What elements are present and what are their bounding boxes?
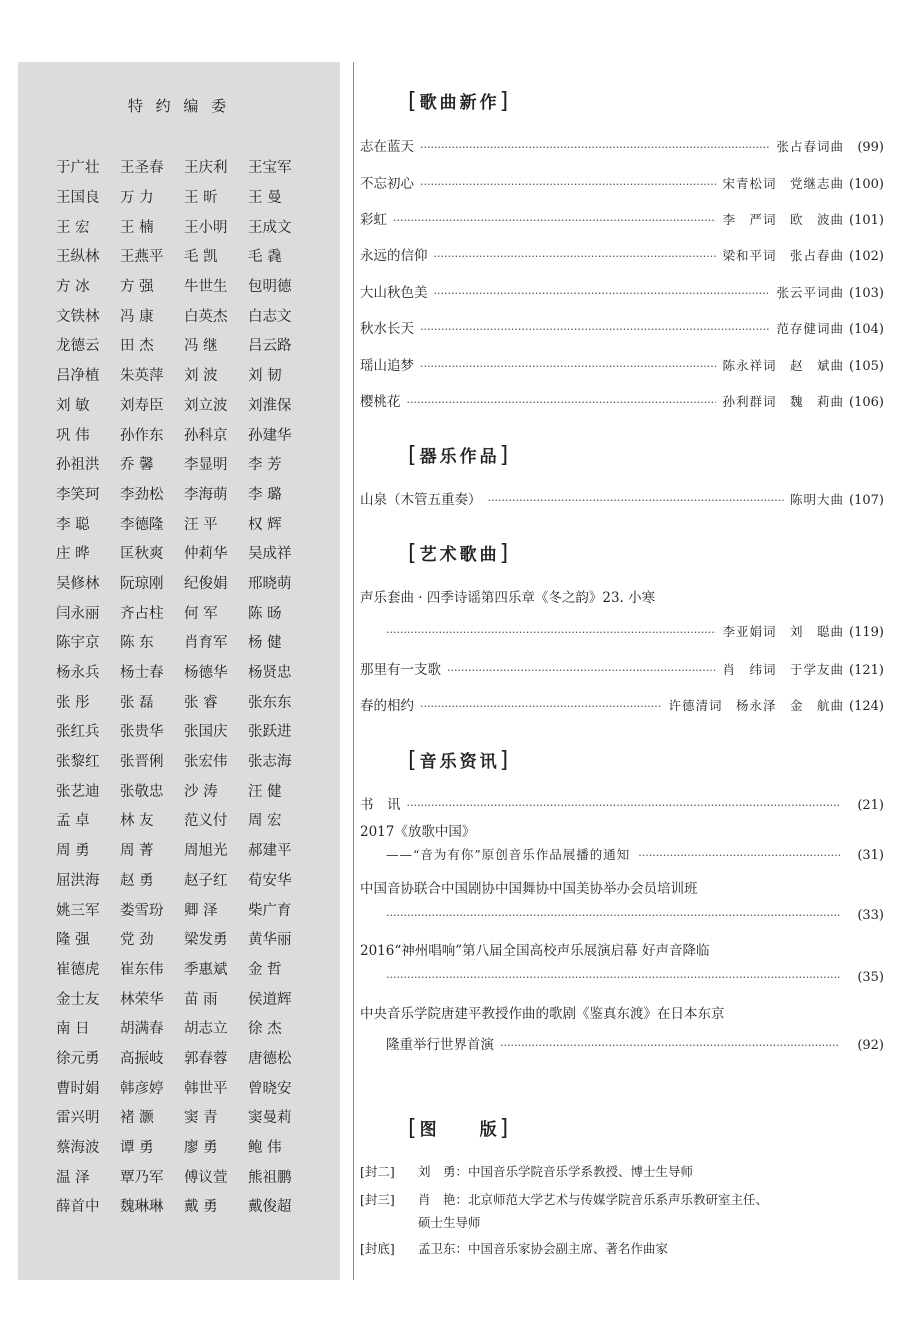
member-name: 孙科京: [184, 427, 228, 444]
member-list: [56, 152, 316, 1221]
member-row: [56, 775, 316, 805]
member-row: [56, 1191, 316, 1221]
member-name: 张国庆: [184, 724, 228, 741]
toc-entry-title[interactable]: 声乐套曲 · 四季诗谣第四乐章《冬之韵》23. 小寒: [360, 590, 656, 606]
member-name: 何 军: [184, 605, 218, 622]
member-name: 陈宇京: [56, 635, 100, 652]
member-name: 李笑珂: [56, 486, 100, 503]
member-name: 巩 伟: [56, 427, 90, 444]
member-name: 吕云路: [248, 338, 292, 355]
column-divider: [353, 62, 354, 1280]
member-name: 侯道辉: [248, 991, 292, 1008]
member-name: 蔡海波: [56, 1140, 100, 1157]
member-name: 李 聪: [56, 516, 90, 533]
member-name: 刘 敏: [56, 397, 90, 414]
member-row: [56, 419, 316, 449]
member-name: 汪 健: [248, 783, 282, 800]
member-row: [56, 449, 316, 479]
member-name: 王 昕: [184, 190, 218, 207]
member-name: 温 泽: [56, 1169, 90, 1186]
member-name: 白志文: [248, 308, 292, 325]
member-name: 赵 勇: [120, 872, 154, 889]
toc-entry-title[interactable]: 2017《放歌中国》: [360, 824, 476, 840]
member-name: 高振岐: [120, 1050, 164, 1067]
member-name: 金 哲: [248, 961, 282, 978]
member-name: 王小明: [184, 219, 228, 236]
member-row: [56, 538, 316, 568]
member-name: 窦 青: [184, 1110, 218, 1127]
member-name: 杨 健: [248, 635, 282, 652]
member-name: 李海萌: [184, 486, 228, 503]
member-name: 杨永兵: [56, 665, 100, 682]
member-name: 王 曼: [248, 190, 282, 207]
member-name: 王 楠: [120, 219, 154, 236]
toc-entry[interactable]: 樱桃花 ····· 孙利群词 魏 莉曲 (106): [360, 390, 884, 410]
member-name: 牛世生: [184, 279, 228, 296]
member-name: 褚 灏: [120, 1110, 154, 1127]
member-name: 吴修林: [56, 575, 100, 592]
member-name: 戴俊超: [248, 1199, 292, 1216]
toc-entry[interactable]: 瑶山追梦 ····· 陈永祥词 赵 斌曲 (105): [360, 354, 884, 374]
member-name: 张晋俐: [120, 754, 164, 771]
member-name: 文铁林: [56, 308, 100, 325]
member-name: 刘 韧: [248, 368, 282, 385]
member-name: 白英杰: [184, 308, 228, 325]
member-name: 杨德华: [184, 665, 228, 682]
member-name: 李劲松: [120, 486, 164, 503]
member-name: 陈 东: [120, 635, 154, 652]
member-name: 范义付: [184, 813, 228, 830]
member-name: 南 日: [56, 1021, 90, 1038]
member-name: 韩彦婷: [120, 1080, 164, 1097]
member-name: 李德隆: [120, 516, 164, 533]
member-name: 鲍 伟: [248, 1140, 282, 1157]
member-row: [56, 508, 316, 538]
member-name: 李 璐: [248, 486, 282, 503]
toc-entry[interactable]: 大山秋色美 ····· 张云平词曲 (103): [360, 281, 884, 301]
member-name: 郭春蓉: [184, 1050, 228, 1067]
member-name: 李显明: [184, 457, 228, 474]
member-name: 卿 泽: [184, 902, 218, 919]
member-name: 苗 雨: [184, 991, 218, 1008]
member-name: 崔东伟: [120, 961, 164, 978]
member-name: 包明德: [248, 279, 292, 296]
toc-entry[interactable]: ····· (35): [386, 970, 884, 985]
member-name: 郝建平: [248, 843, 292, 860]
member-name: 徐元勇: [56, 1050, 100, 1067]
member-name: 杨士春: [120, 665, 164, 682]
member-name: 田 杰: [120, 338, 154, 355]
member-row: [56, 865, 316, 895]
toc-entry[interactable]: ——“音为有你”原创音乐作品展播的通知 ····· (31): [386, 845, 884, 863]
member-name: 徐 杰: [248, 1021, 282, 1038]
member-name: 崔德虎: [56, 961, 100, 978]
member-name: 荀安华: [248, 872, 292, 889]
member-name: 龙德云: [56, 338, 100, 355]
member-name: 庄 晔: [56, 546, 90, 563]
toc-entry[interactable]: 那里有一支歌 ····· 肖 纬词 于学友曲 (121): [360, 658, 884, 678]
member-name: 屈洪海: [56, 872, 100, 889]
member-name: 梁发勇: [184, 932, 228, 949]
member-name: 阮琼刚: [120, 575, 164, 592]
member-name: 沙 涛: [184, 783, 218, 800]
member-row: [56, 983, 316, 1013]
member-row: [56, 686, 316, 716]
member-name: 赵子红: [184, 872, 228, 889]
member-name: 姚三军: [56, 902, 100, 919]
member-name: 王 宏: [56, 219, 90, 236]
member-name: 娄雪玢: [120, 902, 164, 919]
member-name: 吴成祥: [248, 546, 292, 563]
member-name: 周 菁: [120, 843, 154, 860]
member-row: [56, 330, 316, 360]
member-name: 吕净植: [56, 368, 100, 385]
toc-entry[interactable]: 永远的信仰 ····· 梁和平词 张占春曲 (102): [360, 244, 884, 264]
toc-entry[interactable]: 山泉（木管五重奏） ····· 陈明大曲 (107): [360, 488, 884, 508]
member-name: 张敬忠: [120, 783, 164, 800]
member-name: 柴广育: [248, 902, 292, 919]
member-name: 王国良: [56, 190, 100, 207]
member-name: 方 强: [120, 279, 154, 296]
toc-entry[interactable]: 春的相约 ····· 许德清词 杨永泽 金 航曲 (124): [360, 694, 884, 714]
toc-entry[interactable]: ····· (33): [386, 908, 884, 923]
member-row: [56, 805, 316, 835]
member-row: [56, 182, 316, 212]
member-row: [56, 657, 316, 687]
toc-entry-title[interactable]: 2016“神州唱响”第八届全国高校声乐展演启幕 好声音降临: [360, 943, 710, 959]
member-name: 廖 勇: [184, 1140, 218, 1157]
member-name: 孟 卓: [56, 813, 90, 830]
member-name: 王宝军: [248, 160, 292, 177]
member-row: [56, 152, 316, 182]
table-of-contents: [360, 0, 884, 1333]
member-name: 孙作东: [120, 427, 164, 444]
member-name: 薛首中: [56, 1199, 100, 1216]
member-name: 季惠斌: [184, 961, 228, 978]
toc-entry[interactable]: ····· 李亚娟词 刘 聪曲 (119): [386, 622, 884, 640]
member-name: 万 力: [120, 190, 154, 207]
member-name: 纪俊娟: [184, 575, 228, 592]
member-name: 王圣春: [120, 160, 164, 177]
member-name: 曹时娟: [56, 1080, 100, 1097]
member-name: 金士友: [56, 991, 100, 1008]
plate-entry: [封底] 孟卫东：中国音乐家协会副主席、著名作曲家: [360, 1241, 669, 1256]
member-row: [56, 1043, 316, 1073]
member-row: [56, 300, 316, 330]
member-name: 毛 凯: [184, 249, 218, 266]
section-heading-new-songs: [歌曲新作]: [408, 89, 512, 114]
member-name: 权 辉: [248, 516, 282, 533]
member-name: 孙祖洪: [56, 457, 100, 474]
section-heading-plates: [图 版]: [408, 1116, 512, 1141]
section-heading-art-songs: [艺术歌曲]: [408, 541, 512, 566]
member-row: [56, 390, 316, 420]
member-name: 闫永丽: [56, 605, 100, 622]
member-name: 胡满春: [120, 1021, 164, 1038]
member-name: 冯 康: [120, 308, 154, 325]
toc-entry-title[interactable]: 中央音乐学院唐建平教授作曲的歌剧《鉴真东渡》在日本东京: [360, 1006, 725, 1022]
member-name: 窦曼莉: [248, 1110, 292, 1127]
member-name: 张东东: [248, 694, 292, 711]
member-name: 张跃进: [248, 724, 292, 741]
member-name: 张艺迪: [56, 783, 100, 800]
member-name: 李 芳: [248, 457, 282, 474]
member-name: 刘寿臣: [120, 397, 164, 414]
toc-entry[interactable]: 彩虹 ····· 李 严词 欧 波曲 (101): [360, 208, 884, 228]
section-heading-instrumental: [器乐作品]: [408, 443, 512, 468]
plate-entry: [封二] 刘 勇：中国音乐学院音乐学系教授、博士生导师: [360, 1164, 694, 1179]
member-name: 覃乃军: [120, 1169, 164, 1186]
member-name: 张红兵: [56, 724, 100, 741]
member-name: 张 磊: [120, 694, 154, 711]
member-name: 刘 波: [184, 368, 218, 385]
member-row: [56, 211, 316, 241]
member-name: 邢晓萌: [248, 575, 292, 592]
section-heading-music-news: [音乐资讯]: [408, 748, 512, 773]
toc-entry[interactable]: 隆重举行世界首演 ····· (92): [386, 1033, 884, 1053]
member-name: 方 冰: [56, 279, 90, 296]
member-name: 周 勇: [56, 843, 90, 860]
member-row: [56, 241, 316, 271]
member-row: [56, 924, 316, 954]
toc-entry[interactable]: 书 讯 ····· (21): [360, 793, 884, 813]
member-row: [56, 627, 316, 657]
member-row: [56, 479, 316, 509]
member-name: 冯 继: [184, 338, 218, 355]
member-name: 刘淮保: [248, 397, 292, 414]
member-name: 张 彤: [56, 694, 90, 711]
member-name: 孙建华: [248, 427, 292, 444]
member-name: 汪 平: [184, 516, 218, 533]
toc-entry[interactable]: 秋水长天 ····· 范存健词曲 (104): [360, 317, 884, 337]
member-name: 唐德松: [248, 1050, 292, 1067]
editorial-board-title: 特 约 编 委: [127, 97, 231, 115]
member-name: 曾晓安: [248, 1080, 292, 1097]
member-name: 胡志立: [184, 1021, 228, 1038]
member-name: 于广壮: [56, 160, 100, 177]
member-name: 傅议萱: [184, 1169, 228, 1186]
member-name: 匡秋爽: [120, 546, 164, 563]
member-name: 毛 毳: [248, 249, 282, 266]
member-row: [56, 894, 316, 924]
member-name: 黄华丽: [248, 932, 292, 949]
toc-entry[interactable]: 不忘初心 ····· 宋青松词 党继志曲 (100): [360, 172, 884, 192]
member-name: 韩世平: [184, 1080, 228, 1097]
member-name: 周 宏: [248, 813, 282, 830]
member-name: 雷兴明: [56, 1110, 100, 1127]
toc-entry[interactable]: 志在蓝天 ····· 张占春词曲 (99): [360, 135, 884, 155]
member-row: [56, 835, 316, 865]
member-row: [56, 1102, 316, 1132]
member-name: 王成文: [248, 219, 292, 236]
member-name: 熊祖鹏: [248, 1169, 292, 1186]
member-row: [56, 1013, 316, 1043]
member-name: 陈 旸: [248, 605, 282, 622]
member-name: 齐占柱: [120, 605, 164, 622]
member-name: 林 友: [120, 813, 154, 830]
member-name: 党 劲: [120, 932, 154, 949]
member-name: 林荣华: [120, 991, 164, 1008]
member-name: 肖育军: [184, 635, 228, 652]
member-row: [56, 597, 316, 627]
member-name: 张 睿: [184, 694, 218, 711]
member-name: 张宏伟: [184, 754, 228, 771]
member-row: [56, 360, 316, 390]
member-name: 隆 强: [56, 932, 90, 949]
member-row: [56, 1072, 316, 1102]
member-name: 王庆利: [184, 160, 228, 177]
member-row: [56, 1132, 316, 1162]
member-row: [56, 1161, 316, 1191]
member-name: 戴 勇: [184, 1199, 218, 1216]
member-row: [56, 954, 316, 984]
member-row: [56, 716, 316, 746]
member-name: 张黎红: [56, 754, 100, 771]
member-row: [56, 568, 316, 598]
member-name: 仲莉华: [184, 546, 228, 563]
member-row: [56, 271, 316, 301]
plate-entry: [封三] 肖 艳：北京师范大学艺术与传媒学院音乐系声乐教研室主任、: [360, 1192, 769, 1207]
member-row: [56, 746, 316, 776]
member-name: 谭 勇: [120, 1140, 154, 1157]
member-name: 魏琳琳: [120, 1199, 164, 1216]
plate-entry-continued: 硕士生导师: [418, 1215, 481, 1230]
member-name: 朱英萍: [120, 368, 164, 385]
editorial-board-panel: [18, 62, 340, 1280]
toc-entry-title[interactable]: 中国音协联合中国剧协中国舞协中国美协举办会员培训班: [360, 881, 698, 897]
member-name: 周旭光: [184, 843, 228, 860]
member-name: 王纵林: [56, 249, 100, 266]
member-name: 张志海: [248, 754, 292, 771]
member-name: 王燕平: [120, 249, 164, 266]
member-name: 乔 馨: [120, 457, 154, 474]
member-name: 张贵华: [120, 724, 164, 741]
member-name: 刘立波: [184, 397, 228, 414]
member-name: 杨贤忠: [248, 665, 292, 682]
